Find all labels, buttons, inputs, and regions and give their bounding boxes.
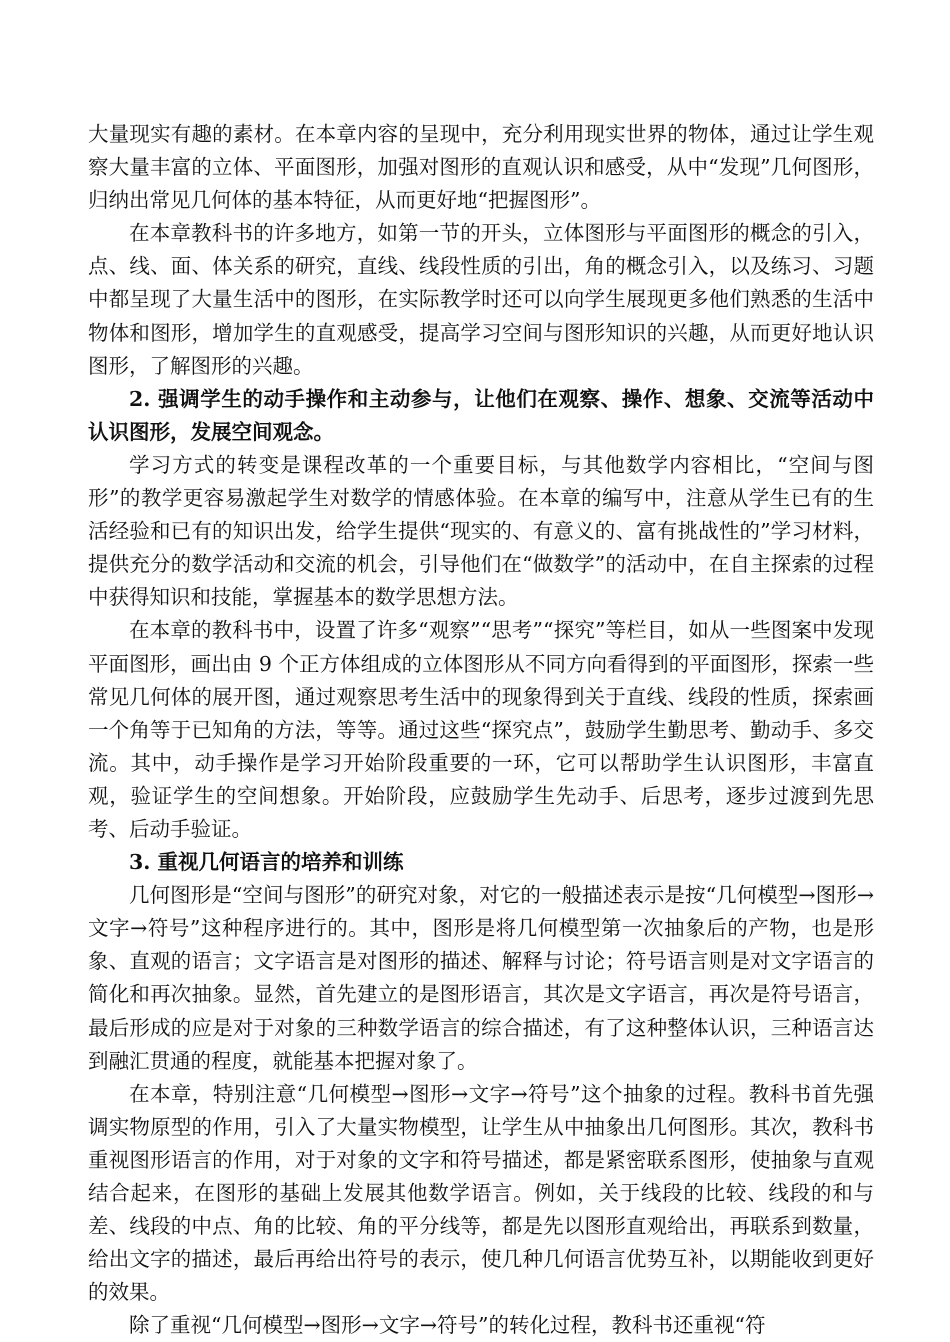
paragraph: 在本章的教科书中，设置了许多“观察”“思考”“探究”等栏目，如从一些图案中发现平面图形，画出由 9 个正方体组成的立体图形从不同方向看得到的平面图形，探索一些常见几何体的展开图，通过观察思考生活中的现象得到关于直线、线段的性质，探索画一个角等于已知角的方法，等等。通过这些“探究点”，鼓励学生勤思考、勤动手、多交流。其中，动手操作是学习开始阶段重要的一环，它可以帮助学生认识图形，丰富直观，验证学生的空间想象。开始阶段，应鼓励学生先动手、后思考，逐步过渡到先思考、后动手验证。 [88,618,874,841]
paragraph: 在本章教科书的许多地方，如第一节的开头，立体图形与平面图形的概念的引入，点、线、面、体关系的研究，直线、线段性质的引出，角的概念引入，以及练习、习题中都呈现了大量生活中的图形，在实际教学时还可以向学生展现更多他们熟悉的生活中物体和图形，增加学生的直观感受，提高学习空间与图形知识的兴趣，从而更好地认识图形，了解图形的兴趣。 [88,221,874,378]
section-heading: 2. 强调学生的动手操作和主动参与，让他们在观察、操作、想象、交流等活动中认识图形，发展空间观念。 [88,386,874,444]
paragraph: 在本章，特别注意“几何模型→图形→文字→符号”这个抽象的过程。教科书首先强调实物原型的作用，引入了大量实物模型，让学生从中抽象出几何图形。其次，教科书重视图形语言的作用，对于对象的文字和符号描述，都是紧密联系图形，使抽象与直观结合起来，在图形的基础上发展其他数学语言。例如，关于线段的比较、线段的和与差、线段的中点、角的比较、角的平分线等，都是先以图形直观给出，再联系到数量，给出文字的描述，最后再给出符号的表示，使几种几何语言优势互补，以期能收到更好的效果。 [88,1081,874,1305]
paragraph: 几何图形是“空间与图形”的研究对象，对它的一般描述表示是按“几何模型→图形→文字→符号”这种程序进行的。其中，图形是将几何模型第一次抽象后的产物，也是形象、直观的语言；文字语言是对图形的描述、解释与讨论；符号语言则是对文字语言的简化和再次抽象。显然，首先建立的是图形语言，其次是文字语言，再次是符号语言，最后形成的应是对于对象的三种数学语言的综合描述，有了这种整体认识，三种语言达到融汇贯通的程度，就能基本把握对象了。 [88,883,874,1073]
paragraph-continued: 大量现实有趣的素材。在本章内容的呈现中，充分利用现实世界的物体，通过让学生观察大量丰富的立体、平面图形，加强对图形的直观认识和感受，从中“发现”几何图形，归纳出常见几何体的基本特征，从而更好地“把握图形”。 [88,122,874,213]
paragraph: 除了重视“几何模型→图形→文字→符号”的转化过程，教科书还重视“符 [129,1313,766,1338]
paragraph: 学习方式的转变是课程改革的一个重要目标，与其他数学内容相比，“空间与图形”的教学更容易激起学生对数学的情感体验。在本章的编写中，注意从学生已有的生活经验和已有的知识出发，给学生提供“现实的、有意义的、富有挑战性的”学习材料，提供充分的数学活动和交流的机会，引导他们在“做数学”的活动中，在自主探索的过程中获得知识和技能，掌握基本的数学思想方法。 [88,452,874,610]
document-page [88,118,874,1342]
section-heading: 3. 重视几何语言的培养和训练 [129,850,404,875]
